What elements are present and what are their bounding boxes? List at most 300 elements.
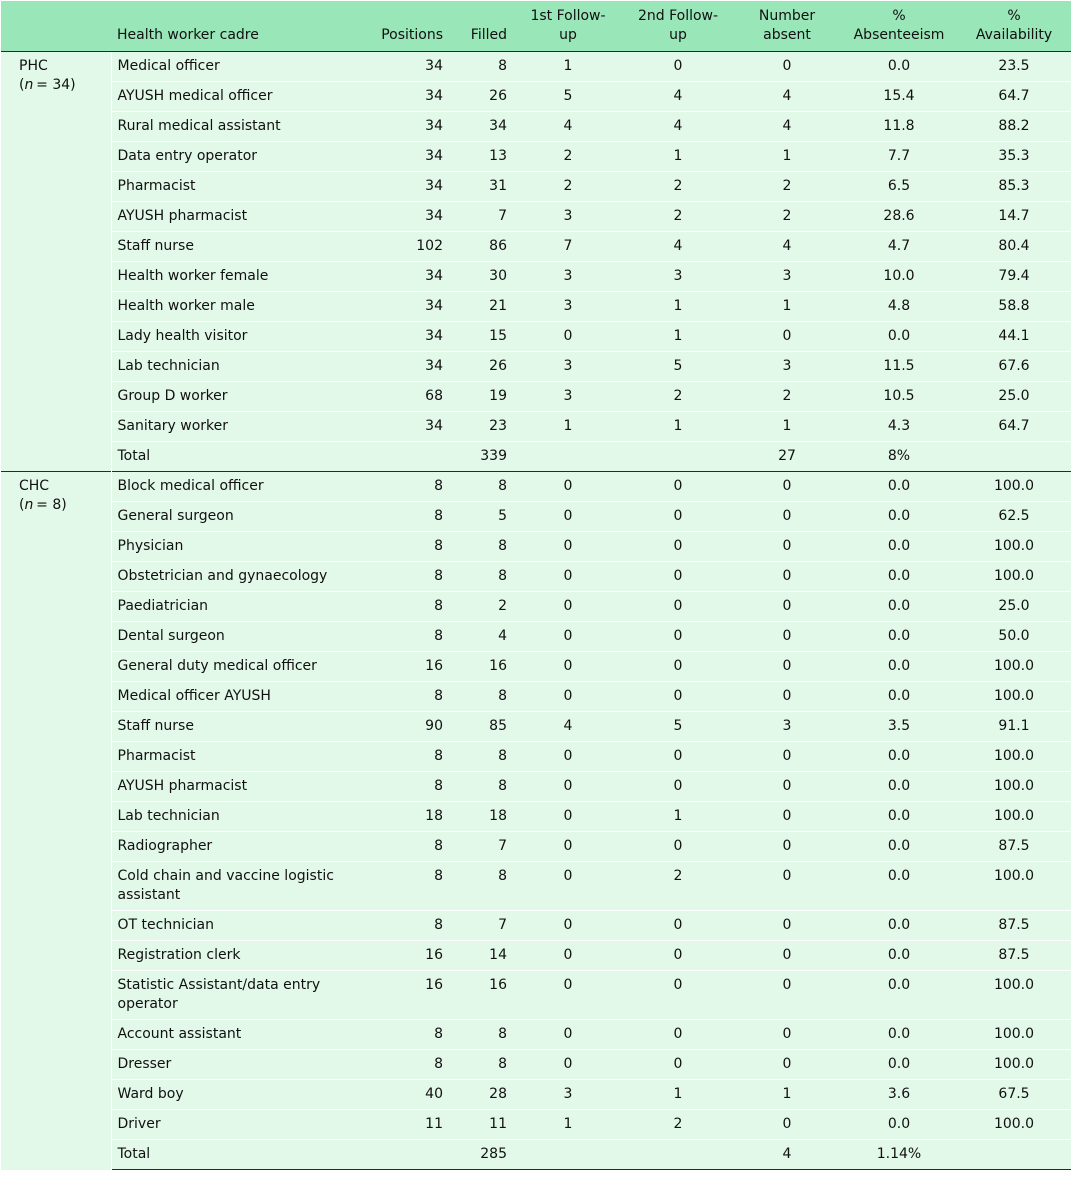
cell-absenteeism: 4.8	[841, 292, 957, 322]
chc-total-row	[1, 1140, 1071, 1170]
cell-first-followup: 0	[513, 472, 623, 502]
cell-number-absent: 0	[733, 502, 841, 532]
cell-cadre: Group D worker	[111, 382, 357, 412]
cell-positions: 8	[357, 832, 449, 862]
cell-first-followup: 2	[513, 142, 623, 172]
cell-number-absent: 0	[733, 622, 841, 652]
total-label: Total	[111, 442, 357, 472]
cell-absenteeism: 0.0	[841, 652, 957, 682]
cell-cadre: AYUSH pharmacist	[111, 772, 357, 802]
cell-filled: 8	[449, 1020, 513, 1050]
cell-filled: 31	[449, 172, 513, 202]
cell-first-followup: 0	[513, 742, 623, 772]
cell-availability: 100.0	[957, 802, 1071, 832]
total-number-absent: 27	[733, 442, 841, 472]
cell-first-followup: 0	[513, 652, 623, 682]
cell-second-followup: 0	[623, 1020, 733, 1050]
cell-second-followup: 0	[623, 472, 733, 502]
cell-first-followup: 0	[513, 322, 623, 352]
cell-filled: 34	[449, 112, 513, 142]
cell-number-absent: 4	[733, 112, 841, 142]
cell-number-absent: 0	[733, 52, 841, 82]
cell-filled: 2	[449, 592, 513, 622]
table-row	[1, 382, 1071, 412]
cell-cadre: Dental surgeon	[111, 622, 357, 652]
cell-second-followup: 0	[623, 941, 733, 971]
cell-positions: 34	[357, 352, 449, 382]
total-first-followup	[513, 1140, 623, 1170]
cell-first-followup: 0	[513, 911, 623, 941]
header-number-absent-line1: Number	[758, 8, 816, 24]
cell-absenteeism: 0.0	[841, 622, 957, 652]
cell-number-absent: 0	[733, 1020, 841, 1050]
cell-number-absent: 0	[733, 971, 841, 1020]
cell-first-followup: 2	[513, 172, 623, 202]
cell-filled: 28	[449, 1080, 513, 1110]
cell-positions: 34	[357, 112, 449, 142]
cell-second-followup: 0	[623, 562, 733, 592]
chc-group-count: (n = 8)	[19, 497, 67, 513]
cell-availability: 100.0	[957, 1050, 1071, 1080]
table-row	[1, 232, 1071, 262]
cell-number-absent: 0	[733, 532, 841, 562]
cell-absenteeism: 0.0	[841, 832, 957, 862]
cell-absenteeism: 7.7	[841, 142, 957, 172]
cell-absenteeism: 28.6	[841, 202, 957, 232]
cell-second-followup: 0	[623, 532, 733, 562]
table-row	[1, 292, 1071, 322]
cell-first-followup: 0	[513, 502, 623, 532]
cell-availability: 87.5	[957, 941, 1071, 971]
cell-absenteeism: 0.0	[841, 322, 957, 352]
cell-second-followup: 2	[623, 1110, 733, 1140]
header-second-followup-line1: 2nd Follow-	[637, 8, 719, 24]
cell-second-followup: 5	[623, 352, 733, 382]
cell-cadre: Radiographer	[111, 832, 357, 862]
cell-positions: 8	[357, 622, 449, 652]
cell-second-followup: 3	[623, 262, 733, 292]
cell-cadre: Rural medical assistant	[111, 112, 357, 142]
cell-cadre: Medical officer AYUSH	[111, 682, 357, 712]
cell-availability: 87.5	[957, 911, 1071, 941]
cell-filled: 5	[449, 502, 513, 532]
cell-number-absent: 0	[733, 772, 841, 802]
total-label: Total	[111, 1140, 357, 1170]
cell-availability: 67.5	[957, 1080, 1071, 1110]
header-filled: Filled	[449, 1, 513, 52]
cell-absenteeism: 4.3	[841, 412, 957, 442]
cell-second-followup: 0	[623, 742, 733, 772]
cell-filled: 8	[449, 772, 513, 802]
cell-filled: 8	[449, 1050, 513, 1080]
cell-second-followup: 2	[623, 862, 733, 911]
cell-absenteeism: 0.0	[841, 1110, 957, 1140]
header-second-followup-line2: up	[669, 27, 687, 43]
cell-absenteeism: 3.5	[841, 712, 957, 742]
cell-first-followup: 3	[513, 352, 623, 382]
cell-first-followup: 0	[513, 682, 623, 712]
cell-positions: 8	[357, 502, 449, 532]
cell-absenteeism: 0.0	[841, 52, 957, 82]
cell-second-followup: 1	[623, 802, 733, 832]
cell-second-followup: 0	[623, 971, 733, 1020]
cell-number-absent: 0	[733, 1050, 841, 1080]
cell-cadre: Statistic Assistant/data entry operator	[111, 971, 357, 1020]
cell-first-followup: 0	[513, 1020, 623, 1050]
cell-absenteeism: 0.0	[841, 472, 957, 502]
total-first-followup	[513, 442, 623, 472]
cell-filled: 15	[449, 322, 513, 352]
cell-filled: 8	[449, 862, 513, 911]
header-availability-line1: %	[1007, 8, 1021, 24]
cell-absenteeism: 11.5	[841, 352, 957, 382]
cell-first-followup: 0	[513, 971, 623, 1020]
header-cadre: Health worker cadre	[111, 1, 357, 52]
header-first-followup-line2: up	[559, 27, 577, 43]
cell-cadre: Paediatrician	[111, 592, 357, 622]
header-second-followup	[623, 1, 733, 52]
cell-filled: 18	[449, 802, 513, 832]
cell-filled: 19	[449, 382, 513, 412]
chc-group-name: CHC	[19, 478, 50, 494]
table-row	[1, 622, 1071, 652]
cell-first-followup: 3	[513, 1080, 623, 1110]
cell-first-followup: 0	[513, 802, 623, 832]
cell-first-followup: 0	[513, 622, 623, 652]
cell-second-followup: 4	[623, 232, 733, 262]
cell-availability: 25.0	[957, 382, 1071, 412]
cell-cadre: General surgeon	[111, 502, 357, 532]
cell-second-followup: 0	[623, 622, 733, 652]
table-row	[1, 262, 1071, 292]
cell-number-absent: 0	[733, 652, 841, 682]
cell-number-absent: 0	[733, 1110, 841, 1140]
header-number-absent	[733, 1, 841, 52]
cell-availability: 87.5	[957, 832, 1071, 862]
table-row	[1, 1020, 1071, 1050]
cell-absenteeism: 0.0	[841, 562, 957, 592]
table-row	[1, 652, 1071, 682]
cell-number-absent: 3	[733, 262, 841, 292]
cell-filled: 85	[449, 712, 513, 742]
cell-cadre: Health worker male	[111, 292, 357, 322]
cell-availability: 100.0	[957, 971, 1071, 1020]
cell-cadre: Staff nurse	[111, 232, 357, 262]
table-row	[1, 971, 1071, 1020]
cell-first-followup: 1	[513, 1110, 623, 1140]
cell-second-followup: 5	[623, 712, 733, 742]
cell-number-absent: 0	[733, 682, 841, 712]
cell-second-followup: 1	[623, 412, 733, 442]
cell-positions: 16	[357, 971, 449, 1020]
table-row	[1, 322, 1071, 352]
header-availability-line2: Availability	[975, 27, 1053, 43]
cell-first-followup: 3	[513, 382, 623, 412]
header-group	[1, 1, 111, 52]
total-positions	[357, 1140, 449, 1170]
cell-positions: 8	[357, 562, 449, 592]
cell-absenteeism: 0.0	[841, 941, 957, 971]
cell-cadre: Physician	[111, 532, 357, 562]
cell-cadre: Medical officer	[111, 52, 357, 82]
cell-positions: 16	[357, 941, 449, 971]
chc-group-label	[1, 472, 111, 1170]
cell-first-followup: 7	[513, 232, 623, 262]
cell-number-absent: 3	[733, 352, 841, 382]
cell-first-followup: 3	[513, 292, 623, 322]
cell-filled: 26	[449, 352, 513, 382]
cell-second-followup: 0	[623, 772, 733, 802]
cell-availability: 100.0	[957, 472, 1071, 502]
table-body	[1, 52, 1071, 1170]
total-availability	[957, 1140, 1071, 1170]
cell-absenteeism: 0.0	[841, 862, 957, 911]
table-row	[1, 532, 1071, 562]
cell-absenteeism: 0.0	[841, 911, 957, 941]
cell-absenteeism: 11.8	[841, 112, 957, 142]
table-row	[1, 832, 1071, 862]
cell-number-absent: 0	[733, 832, 841, 862]
cell-positions: 34	[357, 142, 449, 172]
table-row	[1, 1050, 1071, 1080]
cell-number-absent: 2	[733, 382, 841, 412]
table-row	[1, 172, 1071, 202]
cell-cadre: Account assistant	[111, 1020, 357, 1050]
total-absenteeism: 1.14%	[841, 1140, 957, 1170]
cell-number-absent: 0	[733, 472, 841, 502]
cell-availability: 88.2	[957, 112, 1071, 142]
cell-filled: 26	[449, 82, 513, 112]
table-row	[1, 112, 1071, 142]
cell-absenteeism: 0.0	[841, 772, 957, 802]
chc-group-count-value: = 8)	[36, 497, 67, 513]
cell-availability: 25.0	[957, 592, 1071, 622]
cell-number-absent: 4	[733, 232, 841, 262]
cell-first-followup: 0	[513, 562, 623, 592]
cell-cadre: Health worker female	[111, 262, 357, 292]
cell-cadre: Ward boy	[111, 1080, 357, 1110]
cell-second-followup: 1	[623, 1080, 733, 1110]
total-number-absent: 4	[733, 1140, 841, 1170]
cell-cadre: Obstetrician and gynaecology	[111, 562, 357, 592]
cell-cadre: Dresser	[111, 1050, 357, 1080]
cell-availability: 100.0	[957, 682, 1071, 712]
cell-first-followup: 0	[513, 862, 623, 911]
cell-cadre: AYUSH pharmacist	[111, 202, 357, 232]
cell-filled: 11	[449, 1110, 513, 1140]
table-row	[1, 802, 1071, 832]
cell-availability: 100.0	[957, 862, 1071, 911]
header-availability	[957, 1, 1071, 52]
cell-second-followup: 0	[623, 52, 733, 82]
cell-filled: 7	[449, 832, 513, 862]
cell-positions: 8	[357, 862, 449, 911]
cell-positions: 11	[357, 1110, 449, 1140]
cell-absenteeism: 0.0	[841, 742, 957, 772]
cell-second-followup: 4	[623, 82, 733, 112]
table-row	[1, 682, 1071, 712]
cell-filled: 13	[449, 142, 513, 172]
cell-filled: 8	[449, 682, 513, 712]
cell-filled: 14	[449, 941, 513, 971]
cell-number-absent: 1	[733, 1080, 841, 1110]
table-row	[1, 742, 1071, 772]
cell-number-absent: 3	[733, 712, 841, 742]
table-row	[1, 502, 1071, 532]
cell-cadre: Data entry operator	[111, 142, 357, 172]
cell-positions: 16	[357, 652, 449, 682]
cell-absenteeism: 10.0	[841, 262, 957, 292]
total-absenteeism: 8%	[841, 442, 957, 472]
cell-number-absent: 2	[733, 172, 841, 202]
cell-positions: 40	[357, 1080, 449, 1110]
header-number-absent-line2: absent	[763, 27, 811, 43]
phc-group-count-value: = 34)	[36, 77, 76, 93]
phc-total-row	[1, 442, 1071, 472]
cell-number-absent: 0	[733, 862, 841, 911]
cell-second-followup: 0	[623, 502, 733, 532]
cell-availability: 14.7	[957, 202, 1071, 232]
cell-number-absent: 1	[733, 292, 841, 322]
cell-absenteeism: 15.4	[841, 82, 957, 112]
cell-cadre: Lab technician	[111, 802, 357, 832]
table-row	[1, 592, 1071, 622]
total-filled: 339	[449, 442, 513, 472]
cell-filled: 8	[449, 52, 513, 82]
cell-second-followup: 0	[623, 911, 733, 941]
cell-availability: 100.0	[957, 652, 1071, 682]
cell-cadre: Lab technician	[111, 352, 357, 382]
table-row	[1, 862, 1071, 911]
cell-first-followup: 3	[513, 202, 623, 232]
cell-cadre: Pharmacist	[111, 172, 357, 202]
cell-number-absent: 4	[733, 82, 841, 112]
cell-availability: 100.0	[957, 1110, 1071, 1140]
cell-number-absent: 2	[733, 202, 841, 232]
cell-cadre: Cold chain and vaccine logistic assistant	[111, 862, 357, 911]
cell-second-followup: 0	[623, 592, 733, 622]
table-row	[1, 1110, 1071, 1140]
cell-positions: 8	[357, 682, 449, 712]
cell-number-absent: 0	[733, 802, 841, 832]
cell-availability: 100.0	[957, 772, 1071, 802]
table-row	[1, 142, 1071, 172]
table-row	[1, 202, 1071, 232]
cell-positions: 102	[357, 232, 449, 262]
cell-number-absent: 1	[733, 142, 841, 172]
cell-availability: 85.3	[957, 172, 1071, 202]
header-absenteeism-line2: Absenteeism	[853, 27, 945, 43]
cell-availability: 91.1	[957, 712, 1071, 742]
cell-second-followup: 1	[623, 292, 733, 322]
table-row	[1, 1080, 1071, 1110]
cell-second-followup: 4	[623, 112, 733, 142]
cell-availability: 100.0	[957, 1020, 1071, 1050]
cell-filled: 23	[449, 412, 513, 442]
cell-filled: 8	[449, 562, 513, 592]
cell-positions: 34	[357, 412, 449, 442]
cell-positions: 18	[357, 802, 449, 832]
cell-availability: 62.5	[957, 502, 1071, 532]
cell-absenteeism: 3.6	[841, 1080, 957, 1110]
cell-availability: 100.0	[957, 532, 1071, 562]
cell-filled: 8	[449, 532, 513, 562]
cell-availability: 44.1	[957, 322, 1071, 352]
cell-filled: 86	[449, 232, 513, 262]
total-positions	[357, 442, 449, 472]
cell-filled: 16	[449, 652, 513, 682]
cell-availability: 64.7	[957, 82, 1071, 112]
cell-absenteeism: 10.5	[841, 382, 957, 412]
cell-absenteeism: 0.0	[841, 532, 957, 562]
cell-first-followup: 0	[513, 832, 623, 862]
header-positions: Positions	[357, 1, 449, 52]
cell-cadre: Lady health visitor	[111, 322, 357, 352]
phc-group-name: PHC	[19, 58, 48, 74]
header-first-followup	[513, 1, 623, 52]
header-first-followup-line1: 1st Follow-	[530, 8, 606, 24]
cell-cadre: AYUSH medical officer	[111, 82, 357, 112]
cell-filled: 4	[449, 622, 513, 652]
cell-first-followup: 0	[513, 772, 623, 802]
cell-cadre: Driver	[111, 1110, 357, 1140]
table-row	[1, 412, 1071, 442]
table-row	[1, 52, 1071, 82]
cell-availability: 35.3	[957, 142, 1071, 172]
absenteeism-table	[1, 1, 1071, 1170]
cell-filled: 8	[449, 472, 513, 502]
cell-number-absent: 0	[733, 941, 841, 971]
cell-first-followup: 3	[513, 262, 623, 292]
cell-second-followup: 0	[623, 832, 733, 862]
cell-first-followup: 1	[513, 52, 623, 82]
cell-filled: 21	[449, 292, 513, 322]
cell-positions: 8	[357, 472, 449, 502]
cell-absenteeism: 0.0	[841, 1020, 957, 1050]
cell-positions: 34	[357, 292, 449, 322]
cell-number-absent: 0	[733, 562, 841, 592]
cell-cadre: Registration clerk	[111, 941, 357, 971]
cell-absenteeism: 0.0	[841, 971, 957, 1020]
table-row	[1, 352, 1071, 382]
cell-positions: 8	[357, 592, 449, 622]
cell-number-absent: 0	[733, 592, 841, 622]
table-row	[1, 472, 1071, 502]
cell-absenteeism: 0.0	[841, 682, 957, 712]
cell-positions: 8	[357, 772, 449, 802]
cell-filled: 7	[449, 911, 513, 941]
total-second-followup	[623, 442, 733, 472]
cell-availability: 64.7	[957, 412, 1071, 442]
total-second-followup	[623, 1140, 733, 1170]
cell-second-followup: 2	[623, 202, 733, 232]
cell-positions: 8	[357, 742, 449, 772]
header-absenteeism	[841, 1, 957, 52]
cell-positions: 34	[357, 172, 449, 202]
cell-filled: 8	[449, 742, 513, 772]
cell-second-followup: 0	[623, 1050, 733, 1080]
cell-availability: 79.4	[957, 262, 1071, 292]
cell-positions: 68	[357, 382, 449, 412]
cell-filled: 7	[449, 202, 513, 232]
phc-group-count-symbol: n	[24, 77, 34, 93]
cell-positions: 34	[357, 52, 449, 82]
cell-first-followup: 5	[513, 82, 623, 112]
cell-availability: 100.0	[957, 562, 1071, 592]
cell-number-absent: 0	[733, 322, 841, 352]
cell-second-followup: 0	[623, 682, 733, 712]
cell-availability: 58.8	[957, 292, 1071, 322]
